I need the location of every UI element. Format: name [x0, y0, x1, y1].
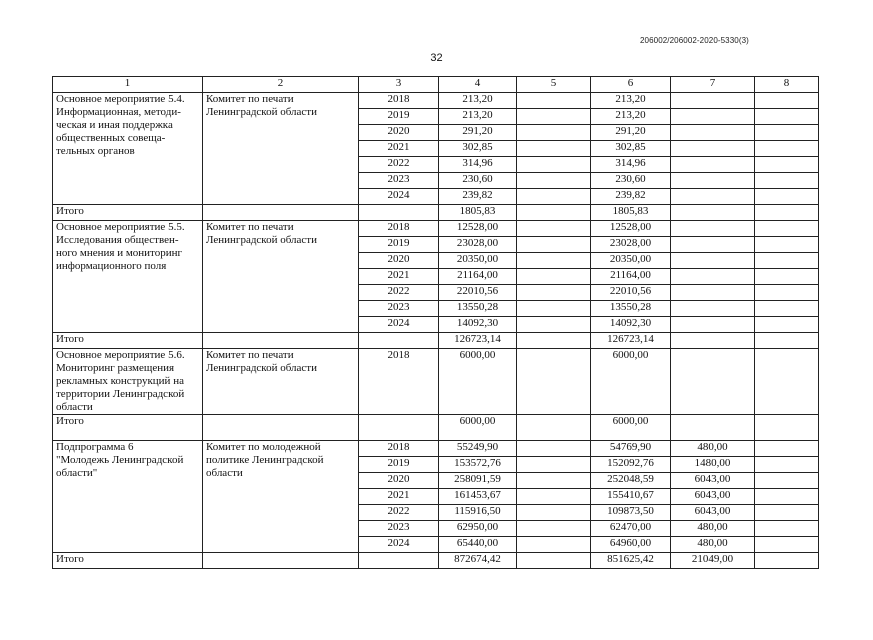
other-amount-cell — [755, 489, 819, 505]
item-name-line: Основное мероприятие 5.4. — [56, 93, 185, 105]
federal-amount-cell — [517, 489, 591, 505]
table-row — [53, 349, 819, 415]
local-amount-cell: 1480,00 — [671, 457, 755, 473]
year-cell: 2018 — [359, 93, 439, 109]
local-amount-cell — [671, 269, 755, 285]
year-cell: 2018 — [359, 349, 439, 415]
regional-amount-cell: 20350,00 — [591, 253, 671, 269]
local-amount-cell — [671, 189, 755, 205]
table-body — [53, 77, 819, 569]
regional-amount-cell: 252048,59 — [591, 473, 671, 489]
local-amount-cell — [671, 301, 755, 317]
federal-amount-cell — [517, 473, 591, 489]
local-amount-cell — [671, 141, 755, 157]
executor-line: Комитет по молодежной — [206, 441, 321, 453]
total-amount-cell: 258091,59 — [439, 473, 517, 489]
local-amount-cell: 21049,00 — [671, 553, 755, 569]
document-id: 206002/206002-2020-5330(3) — [640, 36, 749, 45]
regional-amount-cell: 109873,50 — [591, 505, 671, 521]
federal-amount-cell — [517, 93, 591, 109]
year-cell: 2020 — [359, 125, 439, 141]
empty-cell — [359, 415, 439, 441]
other-amount-cell — [755, 317, 819, 333]
column-header: 8 — [755, 77, 819, 93]
item-name-line: общественных совеща- — [56, 132, 166, 144]
column-header: 7 — [671, 77, 755, 93]
total-amount-cell: 14092,30 — [439, 317, 517, 333]
regional-amount-cell: 23028,00 — [591, 237, 671, 253]
item-name-line: области" — [56, 467, 98, 479]
local-amount-cell — [671, 109, 755, 125]
local-amount-cell — [671, 205, 755, 221]
year-cell: 2022 — [359, 285, 439, 301]
other-amount-cell — [755, 505, 819, 521]
total-amount-cell: 62950,00 — [439, 521, 517, 537]
local-amount-cell: 480,00 — [671, 441, 755, 457]
total-label: Итого — [53, 205, 203, 221]
column-header: 2 — [203, 77, 359, 93]
local-amount-cell: 6043,00 — [671, 473, 755, 489]
federal-amount-cell — [517, 269, 591, 285]
item-name-line: "Молодежь Ленинградской — [56, 454, 184, 466]
total-amount-cell: 230,60 — [439, 173, 517, 189]
empty-cell — [203, 333, 359, 349]
local-amount-cell — [671, 333, 755, 349]
year-cell: 2021 — [359, 269, 439, 285]
federal-amount-cell — [517, 457, 591, 473]
year-cell: 2018 — [359, 221, 439, 237]
item-name-line: информационного поля — [56, 260, 167, 272]
local-amount-cell — [671, 125, 755, 141]
local-amount-cell — [671, 415, 755, 441]
total-amount-cell: 23028,00 — [439, 237, 517, 253]
other-amount-cell — [755, 269, 819, 285]
regional-amount-cell: 314,96 — [591, 157, 671, 173]
year-cell: 2020 — [359, 473, 439, 489]
item-name-line: рекламных конструкций на — [56, 375, 184, 387]
federal-amount-cell — [517, 205, 591, 221]
local-amount-cell — [671, 173, 755, 189]
table-row — [53, 93, 819, 109]
executor-line: Ленинградской области — [206, 362, 317, 374]
other-amount-cell — [755, 173, 819, 189]
other-amount-cell — [755, 93, 819, 109]
total-amount-cell: 6000,00 — [439, 349, 517, 415]
year-cell: 2022 — [359, 157, 439, 173]
local-amount-cell — [671, 253, 755, 269]
item-name-line: ного мнения и мониторинг — [56, 247, 183, 259]
empty-cell — [359, 333, 439, 349]
executor-line: Комитет по печати — [206, 349, 294, 361]
other-amount-cell — [755, 253, 819, 269]
total-amount-cell: 6000,00 — [439, 415, 517, 441]
total-amount-cell: 213,20 — [439, 93, 517, 109]
other-amount-cell — [755, 537, 819, 553]
regional-amount-cell: 22010,56 — [591, 285, 671, 301]
other-amount-cell — [755, 441, 819, 457]
executor-cell — [203, 221, 359, 333]
regional-amount-cell: 155410,67 — [591, 489, 671, 505]
item-name-cell — [53, 349, 203, 415]
regional-amount-cell: 230,60 — [591, 173, 671, 189]
executor-line: политике Ленинградской — [206, 454, 324, 466]
header-row — [53, 77, 819, 93]
year-cell: 2019 — [359, 457, 439, 473]
executor-line: Ленинградской области — [206, 234, 317, 246]
federal-amount-cell — [517, 521, 591, 537]
other-amount-cell — [755, 457, 819, 473]
regional-amount-cell: 62470,00 — [591, 521, 671, 537]
item-name-line: Основное мероприятие 5.6. — [56, 349, 185, 361]
empty-cell — [359, 205, 439, 221]
federal-amount-cell — [517, 349, 591, 415]
other-amount-cell — [755, 473, 819, 489]
empty-cell — [203, 205, 359, 221]
other-amount-cell — [755, 157, 819, 173]
regional-amount-cell: 21164,00 — [591, 269, 671, 285]
regional-amount-cell: 14092,30 — [591, 317, 671, 333]
regional-amount-cell: 6000,00 — [591, 415, 671, 441]
year-cell: 2024 — [359, 537, 439, 553]
empty-cell — [203, 553, 359, 569]
item-name-line: Информационная, методи- — [56, 106, 181, 118]
regional-amount-cell: 126723,14 — [591, 333, 671, 349]
local-amount-cell: 480,00 — [671, 537, 755, 553]
executor-line: Ленинградской области — [206, 106, 317, 118]
other-amount-cell — [755, 349, 819, 415]
local-amount-cell — [671, 157, 755, 173]
other-amount-cell — [755, 415, 819, 441]
total-amount-cell: 21164,00 — [439, 269, 517, 285]
total-amount-cell: 1805,83 — [439, 205, 517, 221]
year-cell: 2024 — [359, 317, 439, 333]
federal-amount-cell — [517, 301, 591, 317]
empty-cell — [203, 415, 359, 441]
other-amount-cell — [755, 553, 819, 569]
executor-cell — [203, 349, 359, 415]
federal-amount-cell — [517, 141, 591, 157]
year-cell: 2019 — [359, 237, 439, 253]
year-cell: 2019 — [359, 109, 439, 125]
federal-amount-cell — [517, 285, 591, 301]
other-amount-cell — [755, 141, 819, 157]
year-cell: 2022 — [359, 505, 439, 521]
federal-amount-cell — [517, 553, 591, 569]
total-row — [53, 553, 819, 569]
federal-amount-cell — [517, 237, 591, 253]
other-amount-cell — [755, 285, 819, 301]
page-number: 32 — [430, 52, 443, 64]
total-label: Итого — [53, 333, 203, 349]
item-name-cell — [53, 441, 203, 553]
regional-amount-cell: 213,20 — [591, 109, 671, 125]
other-amount-cell — [755, 125, 819, 141]
regional-amount-cell: 152092,76 — [591, 457, 671, 473]
federal-amount-cell — [517, 253, 591, 269]
total-row — [53, 205, 819, 221]
item-name-line: Мониторинг размещения — [56, 362, 175, 374]
local-amount-cell — [671, 285, 755, 301]
other-amount-cell — [755, 521, 819, 537]
column-header: 5 — [517, 77, 591, 93]
total-amount-cell: 65440,00 — [439, 537, 517, 553]
total-amount-cell: 115916,50 — [439, 505, 517, 521]
other-amount-cell — [755, 189, 819, 205]
other-amount-cell — [755, 301, 819, 317]
year-cell: 2024 — [359, 189, 439, 205]
regional-amount-cell: 213,20 — [591, 93, 671, 109]
year-cell: 2023 — [359, 521, 439, 537]
executor-cell — [203, 441, 359, 553]
local-amount-cell — [671, 317, 755, 333]
table-row — [53, 221, 819, 237]
budget-table — [52, 76, 819, 569]
year-cell: 2018 — [359, 441, 439, 457]
local-amount-cell — [671, 237, 755, 253]
other-amount-cell — [755, 221, 819, 237]
executor-line: Комитет по печати — [206, 221, 294, 233]
other-amount-cell — [755, 205, 819, 221]
total-row — [53, 415, 819, 441]
total-amount-cell: 872674,42 — [439, 553, 517, 569]
local-amount-cell: 480,00 — [671, 521, 755, 537]
regional-amount-cell: 291,20 — [591, 125, 671, 141]
regional-amount-cell: 239,82 — [591, 189, 671, 205]
federal-amount-cell — [517, 221, 591, 237]
total-amount-cell: 302,85 — [439, 141, 517, 157]
federal-amount-cell — [517, 125, 591, 141]
column-header: 4 — [439, 77, 517, 93]
item-name-line: Исследования обществен- — [56, 234, 179, 246]
column-header: 3 — [359, 77, 439, 93]
item-name-line: Основное мероприятие 5.5. — [56, 221, 185, 233]
item-name-line: области — [56, 401, 93, 413]
total-amount-cell: 239,82 — [439, 189, 517, 205]
local-amount-cell: 6043,00 — [671, 489, 755, 505]
item-name-line: Подпрограмма 6 — [56, 441, 134, 453]
table-row — [53, 441, 819, 457]
regional-amount-cell: 54769,90 — [591, 441, 671, 457]
total-label: Итого — [53, 415, 203, 441]
other-amount-cell — [755, 333, 819, 349]
federal-amount-cell — [517, 333, 591, 349]
federal-amount-cell — [517, 157, 591, 173]
executor-line: Комитет по печати — [206, 93, 294, 105]
local-amount-cell — [671, 93, 755, 109]
local-amount-cell — [671, 349, 755, 415]
federal-amount-cell — [517, 173, 591, 189]
empty-cell — [359, 553, 439, 569]
other-amount-cell — [755, 237, 819, 253]
column-header: 1 — [53, 77, 203, 93]
total-amount-cell: 161453,67 — [439, 489, 517, 505]
total-label: Итого — [53, 553, 203, 569]
year-cell: 2021 — [359, 141, 439, 157]
total-amount-cell: 126723,14 — [439, 333, 517, 349]
item-name-cell — [53, 221, 203, 333]
other-amount-cell — [755, 109, 819, 125]
federal-amount-cell — [517, 537, 591, 553]
item-name-cell — [53, 93, 203, 205]
total-amount-cell: 20350,00 — [439, 253, 517, 269]
executor-cell — [203, 93, 359, 205]
federal-amount-cell — [517, 109, 591, 125]
item-name-line: ческая и иная поддержка — [56, 119, 173, 131]
column-header: 6 — [591, 77, 671, 93]
local-amount-cell: 6043,00 — [671, 505, 755, 521]
federal-amount-cell — [517, 189, 591, 205]
item-name-line: тельных органов — [56, 145, 135, 157]
executor-line: области — [206, 467, 243, 479]
total-amount-cell: 213,20 — [439, 109, 517, 125]
regional-amount-cell: 12528,00 — [591, 221, 671, 237]
regional-amount-cell: 13550,28 — [591, 301, 671, 317]
total-amount-cell: 153572,76 — [439, 457, 517, 473]
federal-amount-cell — [517, 505, 591, 521]
item-name-line: территории Ленинградской — [56, 388, 185, 400]
federal-amount-cell — [517, 441, 591, 457]
year-cell: 2020 — [359, 253, 439, 269]
regional-amount-cell: 851625,42 — [591, 553, 671, 569]
total-amount-cell: 55249,90 — [439, 441, 517, 457]
total-amount-cell: 291,20 — [439, 125, 517, 141]
regional-amount-cell: 1805,83 — [591, 205, 671, 221]
year-cell: 2021 — [359, 489, 439, 505]
local-amount-cell — [671, 221, 755, 237]
regional-amount-cell: 6000,00 — [591, 349, 671, 415]
regional-amount-cell: 64960,00 — [591, 537, 671, 553]
total-amount-cell: 314,96 — [439, 157, 517, 173]
year-cell: 2023 — [359, 301, 439, 317]
total-amount-cell: 22010,56 — [439, 285, 517, 301]
federal-amount-cell — [517, 415, 591, 441]
total-amount-cell: 12528,00 — [439, 221, 517, 237]
federal-amount-cell — [517, 317, 591, 333]
total-amount-cell: 13550,28 — [439, 301, 517, 317]
year-cell: 2023 — [359, 173, 439, 189]
total-row — [53, 333, 819, 349]
regional-amount-cell: 302,85 — [591, 141, 671, 157]
